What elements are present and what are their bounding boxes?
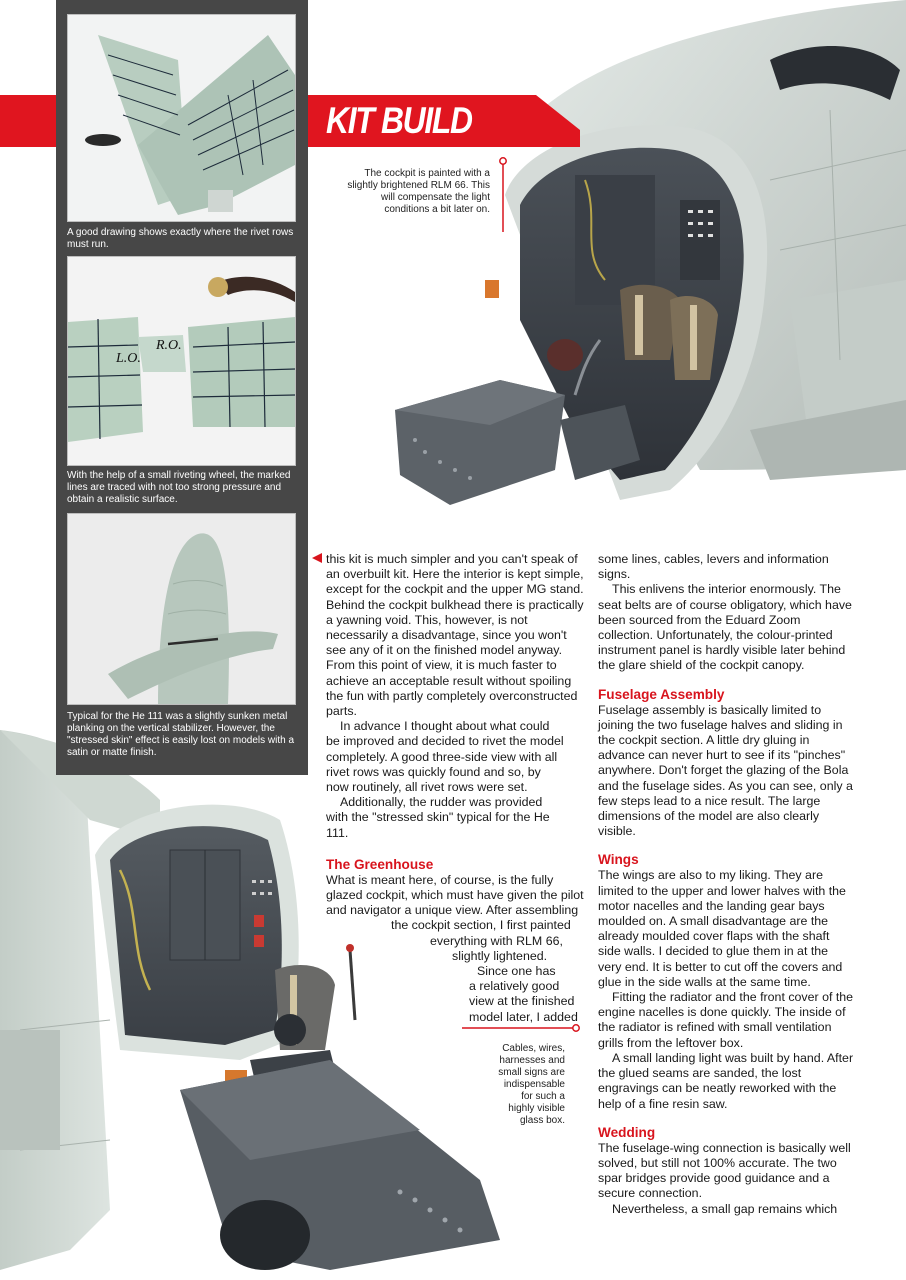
paragraph-rivet: In advance I thought about what could be improved and decided to rivet the model completely. A good three-side view with all rivet rows was quickly found and so, by now routinely, all rivet rows were set. (326, 719, 564, 795)
intro-line: except for the cockpit and the upper MG stand. (326, 582, 584, 597)
greenhouse-line: everything with RLM 66, (430, 933, 563, 948)
paragraph-landing-light: A small landing light was built by hand. After the glued seams are sanded, the lost engravings can be neatly reworked with the help of a fine resin saw. (598, 1050, 854, 1111)
intro-line: the fun with partly completely overconstructed (326, 688, 578, 703)
greenhouse-line: view at the finished (469, 994, 575, 1009)
paragraph-wedding: The fuselage-wing connection is basically well solved, but still not 100% accurate. The two spar bridges provide good guidance and a secure connection. (598, 1140, 851, 1201)
column-middle (326, 552, 588, 1025)
intro-line: see any of it on the finished model anyway. (326, 643, 563, 658)
photo-stabilizer (67, 513, 296, 705)
caption-pointer-cables (462, 1023, 582, 1033)
heading-wedding: Wedding (598, 1124, 656, 1140)
caption-cables: Cables, wires, harnesses and small signs are indispensable for such a highly visible glass box. (498, 1043, 565, 1126)
caption-stabilizer: Typical for the He 111 was a slightly sunken metal planking on the vertical stabilizer. However, the "stressed skin" effect is easily lost on models with a satin or matte finish. (67, 711, 295, 758)
paragraph-fuselage: Fuselage assembly is basically limited to joining the two fuselage halves and sliding in the cockpit section. A little dry gluing in advance can never hurt to see if its "pinches" anywhere. Don't forget the glazing of the Bola and the fuselage sides. As you can see, only a few steps lead to a nice result. The large dimensions of the model are also clearly visible. (598, 702, 853, 839)
paragraph-wings: The wings are also to my liking. They are limited to the upper and lower halves with the motor nacelles and the landing gear bays moulded on. A small disadvantage are the already moulded cover flaps with the shaft side walls. I decided to glue them in at the very end. It is better to cut off the covers and glue in the side walls at the same time. (598, 868, 846, 989)
intro-line: necessarily a disadvantage, since you won't (326, 628, 567, 643)
paragraph-lead: some lines, cables, levers and information signs. (598, 552, 829, 582)
paragraph-radiator: Fitting the radiator and the front cover of the engine nacelles is done quickly. The inside of the radiator is refined with small ventilation grills from the leftover box. (598, 990, 854, 1050)
part-label-lo: L.O. (116, 351, 141, 366)
paragraph-seatbelts: This enlivens the interior enormously. The seat belts are of course obligatory, which have been sourced from the Eduard Zoom collection. Unfortunately, the colour-printed instrument panel is hardly visible later behind the glare shield of the cockpit canopy. (598, 582, 852, 673)
intro-line: an overbuilt kit. Here the interior is kept simple, (326, 567, 584, 582)
caption-drawing: A good drawing shows exactly where the rivet rows must run. (67, 227, 294, 250)
greenhouse-line: What is meant here, of course, is the fully (326, 872, 554, 887)
part-label-ro: R.O. (156, 338, 182, 353)
column-right (598, 552, 854, 1217)
greenhouse-line: model later, I added (469, 1009, 578, 1024)
continue-arrow-icon (312, 553, 322, 563)
paragraph-gap: Nevertheless, a small gap remains which (612, 1201, 838, 1216)
intro-line: From this point of view, it is much faster to (326, 658, 557, 673)
caption-riveting: With the help of a small riveting wheel, the marked lines are traced with not too strong pressure and obtain a realistic surface. (67, 470, 291, 505)
greenhouse-line: the cockpit section, I first painted (391, 918, 571, 933)
cockpit-photo-top (370, 0, 906, 540)
caption-cockpit-top: The cockpit is painted with a slightly brightened RLM 66. This will compensate the light conditions a bit later on. (347, 168, 490, 215)
caption-pointer-top (498, 156, 508, 232)
intro-line: a yawning void. This, however, is not (326, 612, 528, 627)
heading-fuselage-assembly: Fuselage Assembly (598, 686, 725, 702)
greenhouse-line: a relatively good (469, 979, 560, 994)
greenhouse-line: and navigator a unique view. After assembling (326, 903, 579, 918)
intro-line: achieve an acceptable result without spoiling (326, 673, 572, 688)
heading-greenhouse: The Greenhouse (326, 856, 434, 872)
photo-riveting (67, 256, 296, 466)
greenhouse-line: Since one has (477, 964, 556, 979)
section-title: KIT BUILD (326, 100, 472, 141)
heading-wings: Wings (598, 852, 639, 868)
photo-wing-drawing (67, 14, 296, 222)
intro-line: parts. (326, 704, 357, 719)
paragraph-rudder: Additionally, the rudder was provided with the "stressed skin" typical for the He 111. (326, 795, 550, 840)
greenhouse-line: slightly lightened. (452, 948, 548, 963)
banner-left-strip (0, 95, 56, 147)
intro-line: this kit is much simpler and you can't speak of (326, 552, 578, 566)
greenhouse-line: glazed cockpit, which must have given the pilot (326, 888, 584, 903)
intro-line: Behind the cockpit bulkhead there is practically (326, 597, 584, 612)
